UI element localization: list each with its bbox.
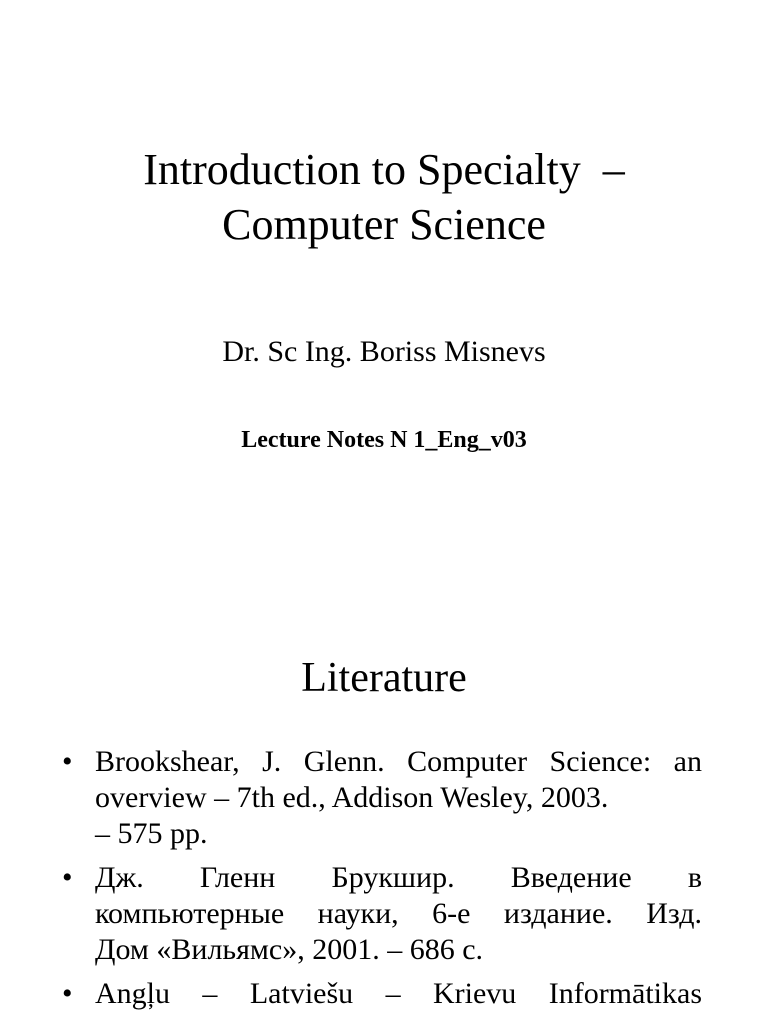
list-item-text xyxy=(95,744,702,852)
bullet-icon: • xyxy=(62,745,73,778)
lecture-notes-label: Lecture Notes N 1_Eng_v03 xyxy=(241,427,527,453)
list-item-line: Angļu – Latviešu – Krievu Informātikas xyxy=(95,977,702,1010)
slide-title-line-2: Computer Science xyxy=(222,200,546,249)
list-item-line: Дж. Гленн Брукшир. Введение в xyxy=(95,861,702,894)
list-item-line: Brookshear, J. Glenn. Computer Science: an xyxy=(95,745,702,778)
list-item xyxy=(0,976,768,1012)
list-item-line: Дом «Вильямс», 2001. – 686 с. xyxy=(95,933,484,966)
bullet-icon: • xyxy=(62,977,73,1010)
list-item-line: overview – 7th ed., Addison Wesley, 2003. xyxy=(95,781,609,814)
list-item xyxy=(0,744,768,852)
list-item-text xyxy=(95,976,702,1012)
list-item-line: – 575 pp. xyxy=(95,817,208,850)
slide-title-line-1: Introduction to Specialty – xyxy=(143,145,625,194)
list-item-line: компьютерные науки, 6-е издание. Изд. xyxy=(95,897,702,930)
author-name: Dr. Sc Ing. Boriss Misnevs xyxy=(222,335,546,368)
bullet-icon: • xyxy=(62,861,73,894)
literature-list xyxy=(0,744,768,1020)
list-item-text xyxy=(95,860,702,968)
literature-slide xyxy=(0,590,768,1024)
list-item xyxy=(0,860,768,968)
slide-title xyxy=(0,142,768,252)
literature-title: Literature xyxy=(301,655,467,701)
